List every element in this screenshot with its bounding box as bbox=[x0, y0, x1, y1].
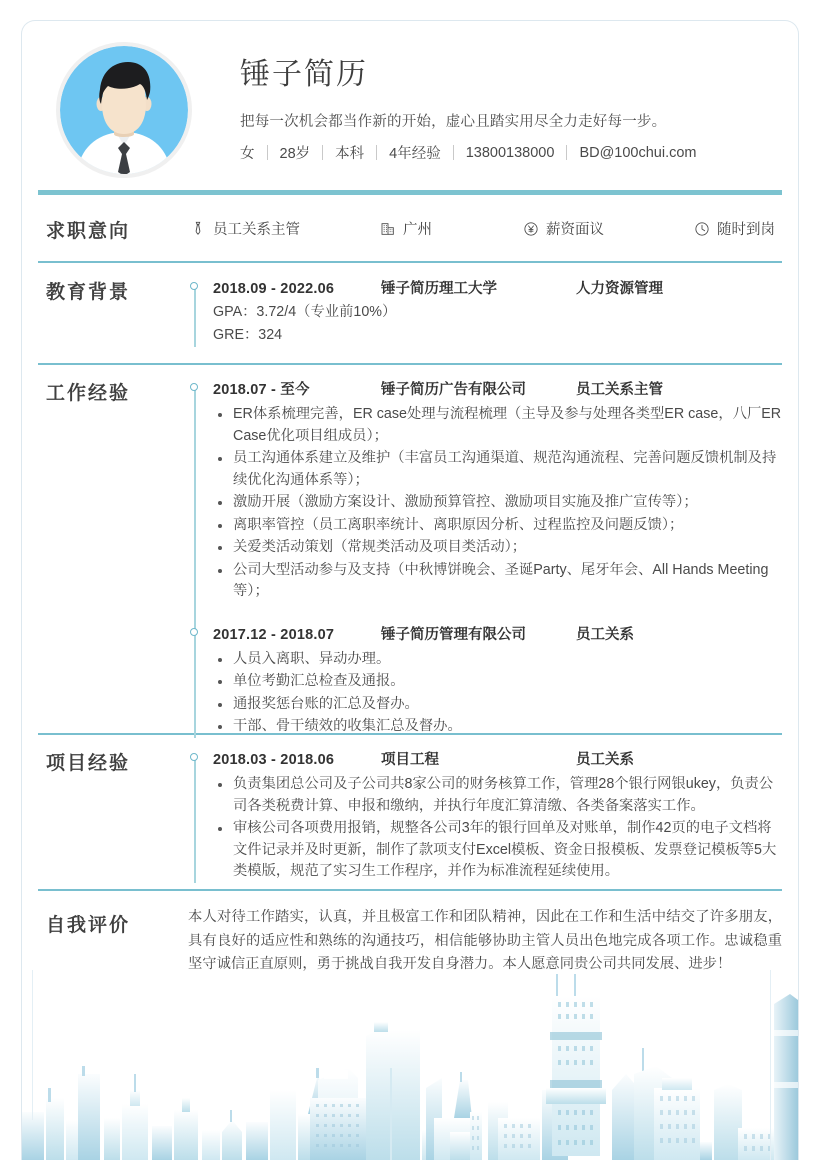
meta-separator bbox=[453, 145, 454, 160]
entry-date: 2018.07 - 至今 bbox=[213, 382, 310, 398]
timeline-entry bbox=[213, 623, 782, 738]
entry-organization: 锤子简历理工大学 bbox=[381, 281, 497, 297]
evaluation-text: 本人对待工作踏实，认真，并且极富工作和团队精神，因此在工作和生活中结交了许多朋友，具有良好的适应性和熟练的沟通技巧，相信能够协助主管人员出色地完成各项工作。忠诚稳重坚守诚信正直原则，勇于挑战自我开发自身潜力。本人愿意同贵公司共同发展、进步！ bbox=[188, 909, 782, 972]
timeline-entry bbox=[213, 378, 782, 603]
intent-item-3 bbox=[523, 218, 604, 239]
entry-header bbox=[213, 277, 782, 298]
timeline-dot bbox=[190, 383, 198, 391]
header-meta-item: 本科 bbox=[335, 146, 365, 162]
resume-header bbox=[38, 34, 782, 189]
intent-item-label: 员工关系主管 bbox=[213, 222, 300, 238]
entry-date: 2018.03 - 2018.06 bbox=[213, 752, 335, 768]
header-meta-item: 4年经验 bbox=[389, 146, 441, 162]
project-timeline bbox=[190, 748, 782, 883]
divider-evaluation bbox=[38, 889, 782, 891]
entry-bullet: 公司大型活动参与及支持（中秋博饼晚会、圣诞Party、尾牙年会、All Hands Meeting等）； bbox=[213, 560, 782, 603]
avatar bbox=[56, 42, 192, 178]
intent-item-label: 广州 bbox=[403, 222, 432, 238]
entry-bullet: ER体系梳理完善，ER case处理与流程梳理（主导及参与处理各类型ER case，八厂ER Case优化项目组成员）； bbox=[213, 404, 782, 447]
intent-item-label: 随时到岗 bbox=[717, 222, 775, 238]
meta-separator bbox=[376, 145, 377, 160]
education-timeline bbox=[190, 277, 782, 347]
intent-item-1 bbox=[190, 218, 300, 239]
entry-bullet-list bbox=[213, 649, 782, 738]
intent-item-4 bbox=[694, 218, 775, 239]
entry-organization: 项目工程 bbox=[381, 752, 439, 768]
meta-separator bbox=[322, 145, 323, 160]
entry-role: 人力资源管理 bbox=[576, 281, 663, 297]
header-meta-item: 女 bbox=[240, 146, 255, 162]
entry-header bbox=[213, 748, 782, 769]
clock-icon bbox=[694, 221, 710, 237]
section-title-work: 工作经验 bbox=[46, 383, 131, 404]
section-title-project: 项目经验 bbox=[46, 753, 131, 774]
work-timeline bbox=[190, 378, 782, 738]
header-meta-item: 13800138000 bbox=[465, 144, 555, 161]
entry-header bbox=[213, 378, 782, 399]
entry-bullet-list bbox=[213, 404, 782, 603]
entry-bullet: 干部、骨干绩效的收集汇总及督办。 bbox=[213, 716, 782, 738]
male-avatar-illustration bbox=[60, 46, 188, 174]
entry-date: 2018.09 - 2022.06 bbox=[213, 281, 335, 297]
timeline-entry bbox=[213, 277, 782, 347]
header-meta-item: 28岁 bbox=[279, 146, 311, 162]
entry-bullet: 离职率管控（员工离职率统计、离职原因分析、过程监控及问题反馈）； bbox=[213, 515, 782, 537]
divider-intent bbox=[38, 190, 782, 195]
header-meta-list bbox=[240, 142, 697, 163]
divider-education bbox=[38, 261, 782, 263]
entry-bullet: 激励开展（激励方案设计、激励预算管控、激励项目实施及推广宣传等）； bbox=[213, 492, 782, 514]
timeline-dot bbox=[190, 753, 198, 761]
section-title-evaluation: 自我评价 bbox=[46, 915, 131, 936]
timeline-entry bbox=[213, 748, 782, 883]
yen-circle-icon bbox=[523, 221, 539, 237]
entry-role: 员工关系主管 bbox=[576, 382, 663, 398]
entry-header bbox=[213, 623, 782, 644]
timeline-dot bbox=[190, 628, 198, 636]
meta-separator bbox=[566, 145, 567, 160]
entry-bullet-list bbox=[213, 774, 782, 883]
entry-bullet: 通报奖惩台账的汇总及督办。 bbox=[213, 694, 782, 716]
entry-role: 员工关系 bbox=[576, 626, 634, 643]
necktie-icon bbox=[190, 221, 206, 237]
entry-bullet: 负责集团总公司及子公司共8家公司的财务核算工作，管理28个银行网银ukey，负责公司各类税费计算、申报和缴纳，并执行年度汇算清缴、各类备案落实工作。 bbox=[213, 774, 782, 817]
divider-work bbox=[38, 363, 782, 365]
timeline-dot bbox=[190, 282, 198, 290]
page-title: 锤子简历 bbox=[240, 58, 368, 91]
entry-detail-line: GPA：3.72/4（专业前10%） bbox=[213, 304, 397, 320]
entry-bullet: 审核公司各项费用报销，规整各公司3年的银行回单及对账单，制作42页的电子文档将文件记录并及时更新，制作了款项支付Excel模板、资金日报模板、发票登记模板等5大类模版，规范了实习生工作程序，并作为标准流程延续使用。 bbox=[213, 818, 782, 883]
section-title-intent: 求职意向 bbox=[46, 221, 131, 242]
entry-detail-lines bbox=[213, 301, 782, 347]
entry-bullet: 员工沟通体系建立及维护（丰富员工沟通渠道、规范沟通流程、完善问题反馈机制及持续优化沟通体系等）； bbox=[213, 448, 782, 491]
section-title-education: 教育背景 bbox=[46, 282, 131, 303]
building-icon bbox=[380, 221, 396, 237]
intent-item-2 bbox=[380, 218, 432, 239]
intent-items bbox=[190, 218, 790, 244]
city-skyline-watermark bbox=[22, 970, 798, 1160]
header-meta-item: BD@100chui.com bbox=[579, 144, 697, 161]
entry-organization: 锤子简历管理有限公司 bbox=[381, 626, 526, 643]
intent-item-label: 薪资面议 bbox=[546, 222, 604, 238]
entry-detail-line: GRE：324 bbox=[213, 327, 283, 343]
entry-organization: 锤子简历广告有限公司 bbox=[381, 382, 526, 398]
entry-bullet: 关爱类活动策划（常规类活动及项目类活动）； bbox=[213, 537, 782, 559]
entry-bullet: 人员入离职、异动办理。 bbox=[213, 649, 782, 671]
entry-bullet: 单位考勤汇总检查及通报。 bbox=[213, 671, 782, 693]
entry-date: 2017.12 - 2018.07 bbox=[213, 626, 335, 643]
entry-role: 员工关系 bbox=[576, 752, 634, 768]
meta-separator bbox=[267, 145, 268, 160]
header-tagline: 把每一次机会都当作新的开始，虚心且踏实用尽全力走好每一步。 bbox=[240, 114, 667, 130]
